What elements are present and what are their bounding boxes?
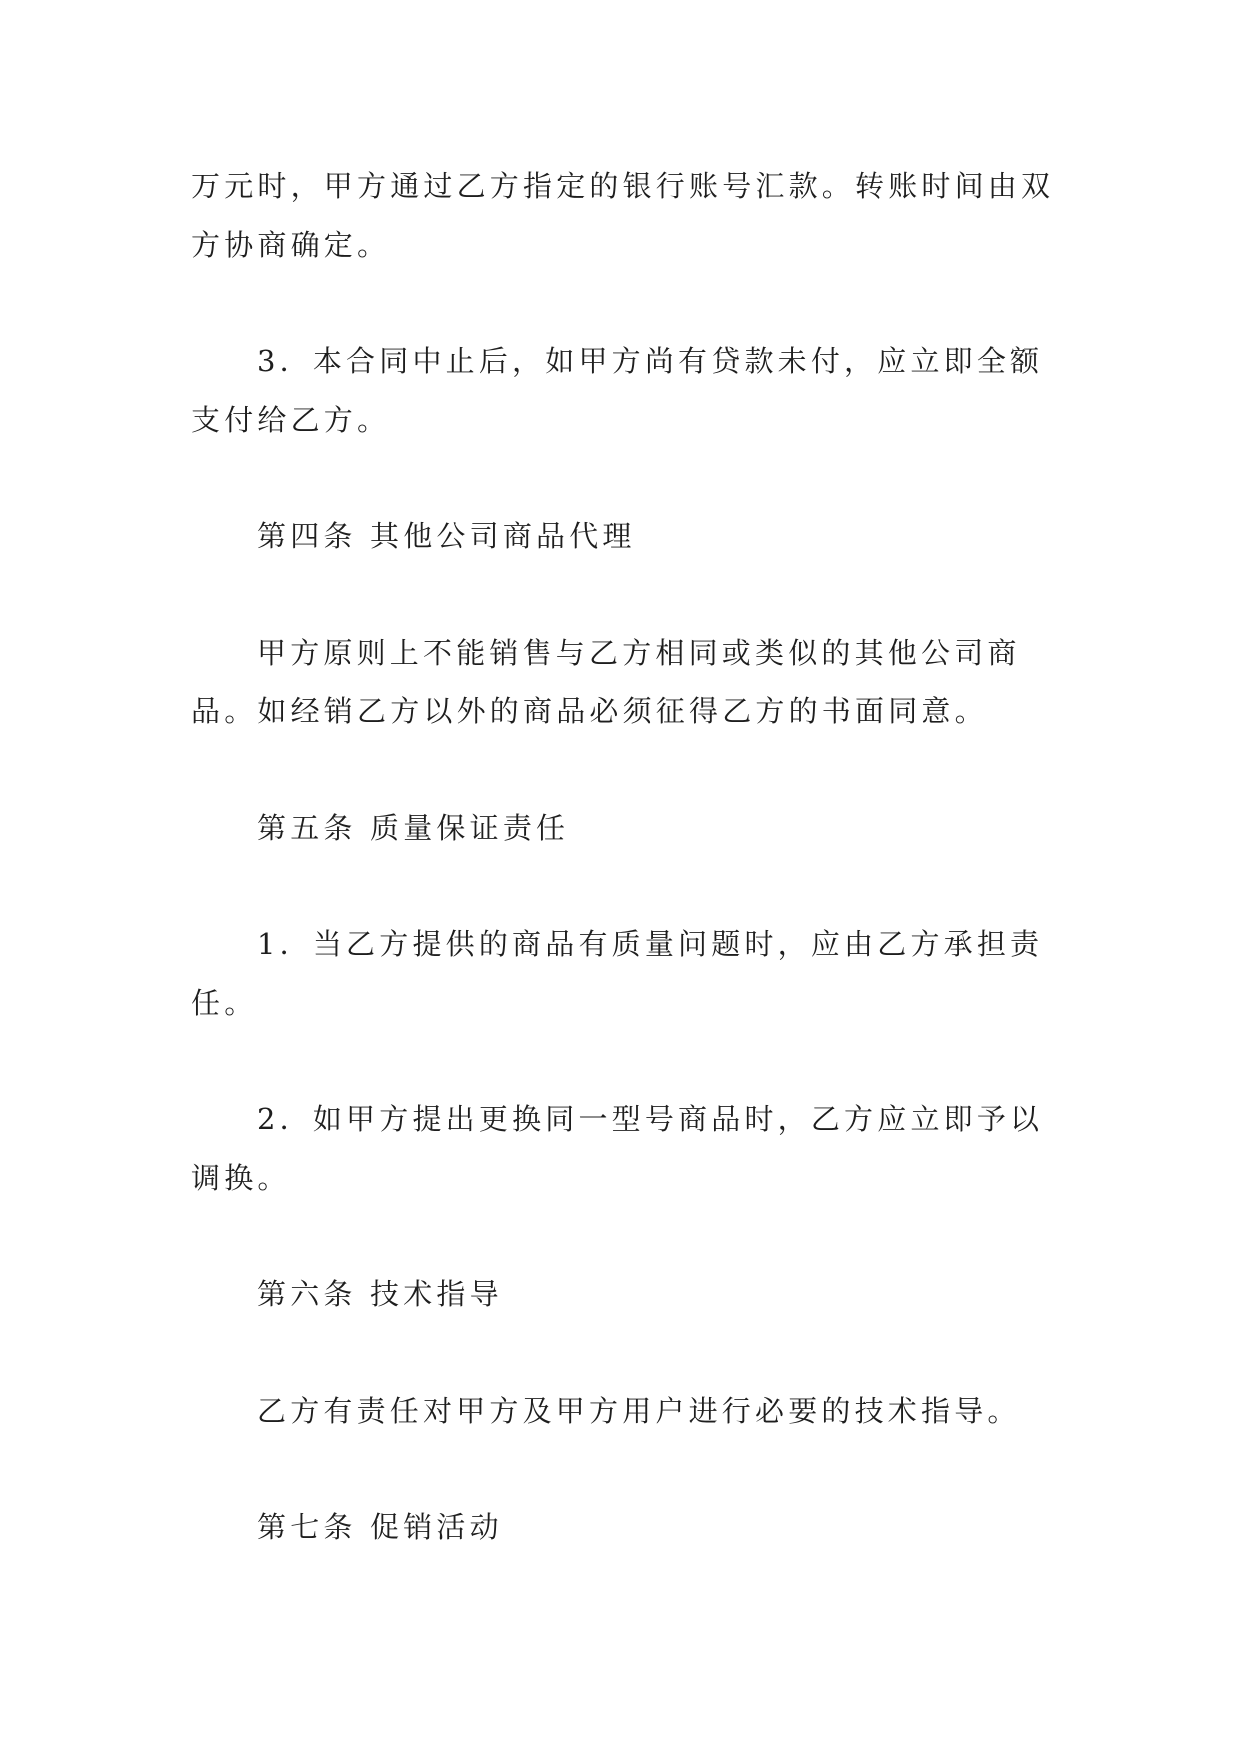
paragraph-clause-1: [191, 915, 1061, 1032]
section-heading-article-5: [191, 799, 1061, 858]
text-line: 品。如经销乙方以外的商品必须征得乙方的书面同意。: [191, 694, 988, 728]
section-heading: 第四条 其他公司商品代理: [257, 519, 636, 553]
text-line: 万元时，甲方通过乙方指定的银行账号汇款。转账时间由双: [191, 169, 1055, 203]
text-line: 乙方有责任对甲方及甲方用户进行必要的技术指导。: [257, 1393, 1021, 1428]
text-line: 调换。: [191, 1160, 291, 1195]
section-heading-article-6: [191, 1265, 1061, 1324]
text-line: 任。: [191, 985, 258, 1020]
section-heading: 第六条 技术指导: [257, 1277, 503, 1311]
paragraph: [191, 1382, 1061, 1441]
text-line: 甲方原则上不能销售与乙方相同或类似的其他公司商: [257, 635, 1021, 670]
section-heading-article-4: [191, 507, 1061, 566]
paragraph-continued: [191, 157, 1061, 274]
text-line: 方协商确定。: [191, 227, 391, 262]
paragraph-clause-2: [191, 1090, 1061, 1207]
paragraph-clause-3: [191, 332, 1061, 449]
section-heading: 第五条 质量保证责任: [257, 810, 570, 845]
text-line: 支付给乙方。: [191, 402, 391, 437]
section-heading: 第七条 促销活动: [257, 1510, 503, 1544]
document-body: [191, 157, 1061, 1557]
text-line: 2．如甲方提出更换同一型号商品时，乙方应立即予以: [257, 1102, 1044, 1136]
paragraph: [191, 624, 1061, 741]
text-line: 3．本合同中止后，如甲方尚有贷款未付，应立即全额: [257, 344, 1044, 378]
section-heading-article-7: [191, 1498, 1061, 1557]
text-line: 1．当乙方提供的商品有质量问题时，应由乙方承担责: [257, 927, 1044, 961]
